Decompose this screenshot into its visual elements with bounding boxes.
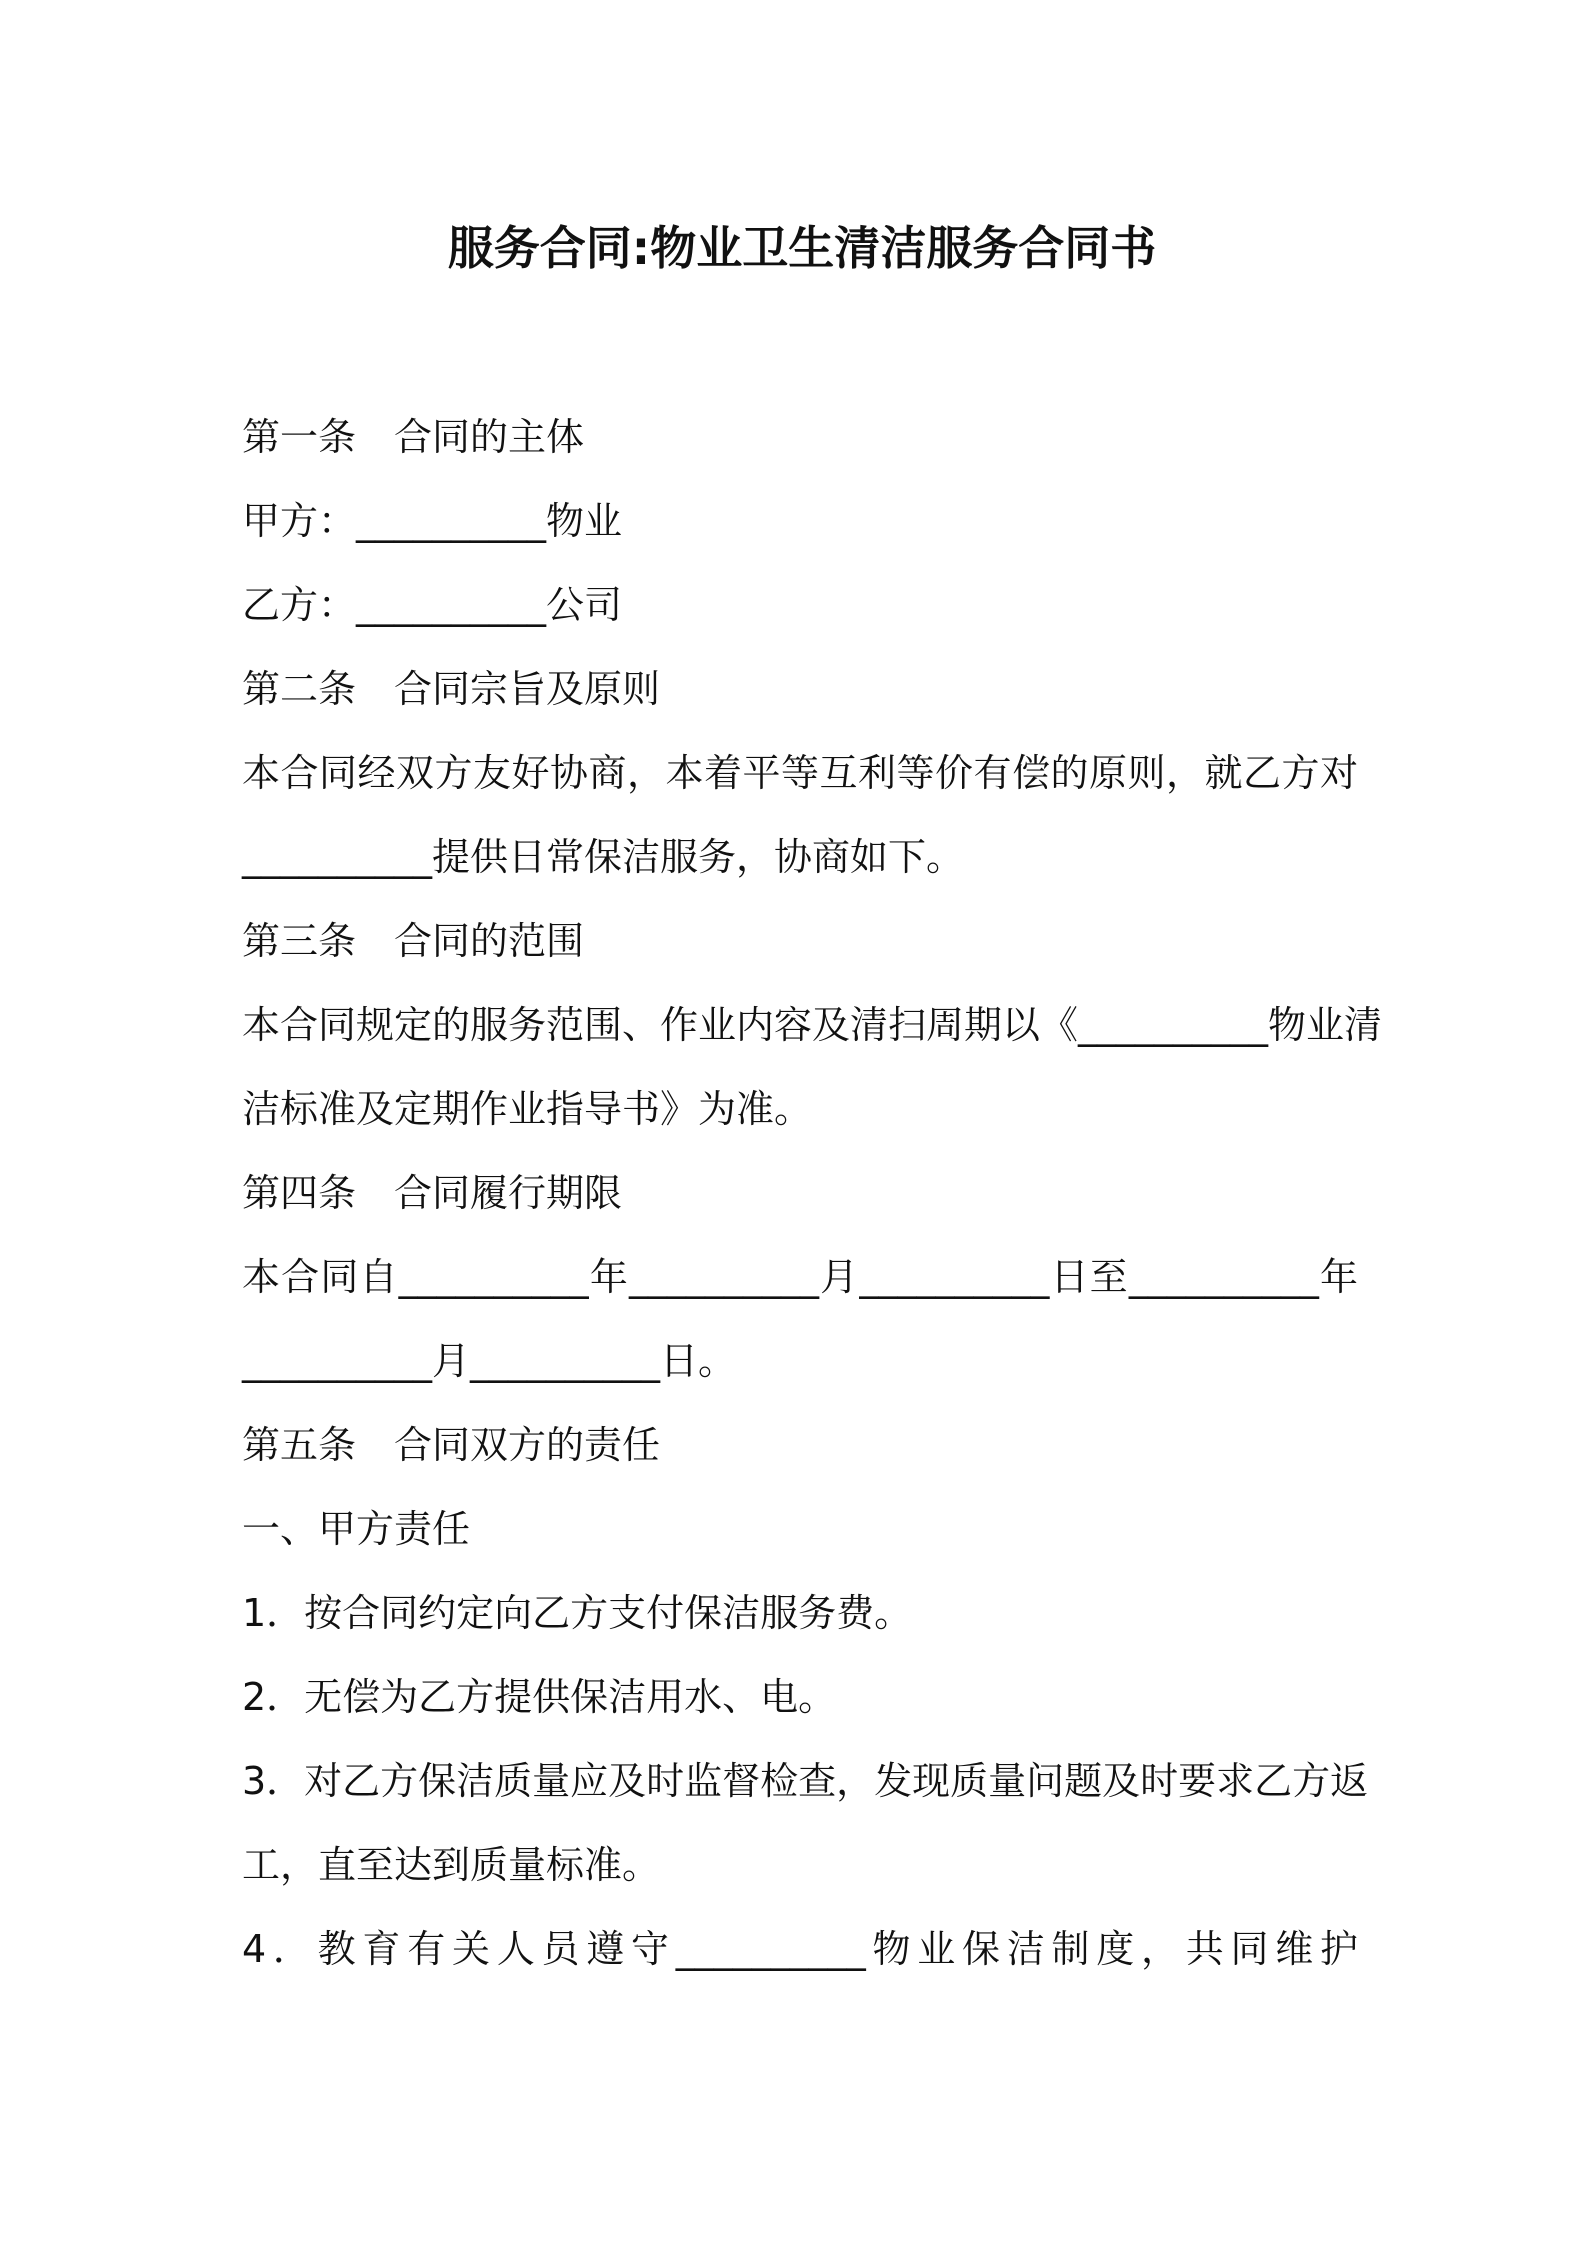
clause-item: 工，直至达到质量标准。 <box>242 1843 661 1887</box>
article-heading: 第四条 合同履行期限 <box>242 1171 623 1215</box>
clause-item: 1．按合同约定向乙方支付保洁服务费。 <box>242 1591 913 1635</box>
article-heading: 第五条 合同双方的责任 <box>242 1423 661 1467</box>
clause-item: 2．无偿为乙方提供保洁用水、电。 <box>242 1675 837 1719</box>
article-heading: 第三条 合同的范围 <box>242 919 585 963</box>
document-body <box>242 395 1383 1991</box>
clause-item: 3．对乙方保洁质量应及时监督检查，发现质量问题及时要求乙方返 <box>242 1759 1369 1803</box>
body-line: 本合同规定的服务范围、作业内容及清扫周期以《__________物业清 <box>242 1003 1383 1047</box>
body-line: __________月__________日。 <box>242 1339 737 1383</box>
document-title: 服务合同:物业卫生清洁服务合同书 <box>447 221 1157 275</box>
clause-item: 4．教育有关人员遵守__________物业保洁制度，共同维护 <box>242 1927 1358 1971</box>
party-b-line: 乙方：__________公司 <box>242 583 623 627</box>
article-heading: 第二条 合同宗旨及原则 <box>242 667 661 711</box>
article-heading: 第一条 合同的主体 <box>242 415 585 459</box>
body-line: 本合同自__________年__________月__________日至__________年 <box>242 1255 1358 1299</box>
body-line: __________提供日常保洁服务，协商如下。 <box>242 835 965 879</box>
sub-heading: 一、甲方责任 <box>242 1507 471 1551</box>
party-a-line: 甲方：__________物业 <box>242 499 623 543</box>
body-line: 本合同经双方友好协商，本着平等互利等价有偿的原则，就乙方对 <box>242 751 1358 795</box>
body-line: 洁标准及定期作业指导书》为准。 <box>242 1087 813 1131</box>
